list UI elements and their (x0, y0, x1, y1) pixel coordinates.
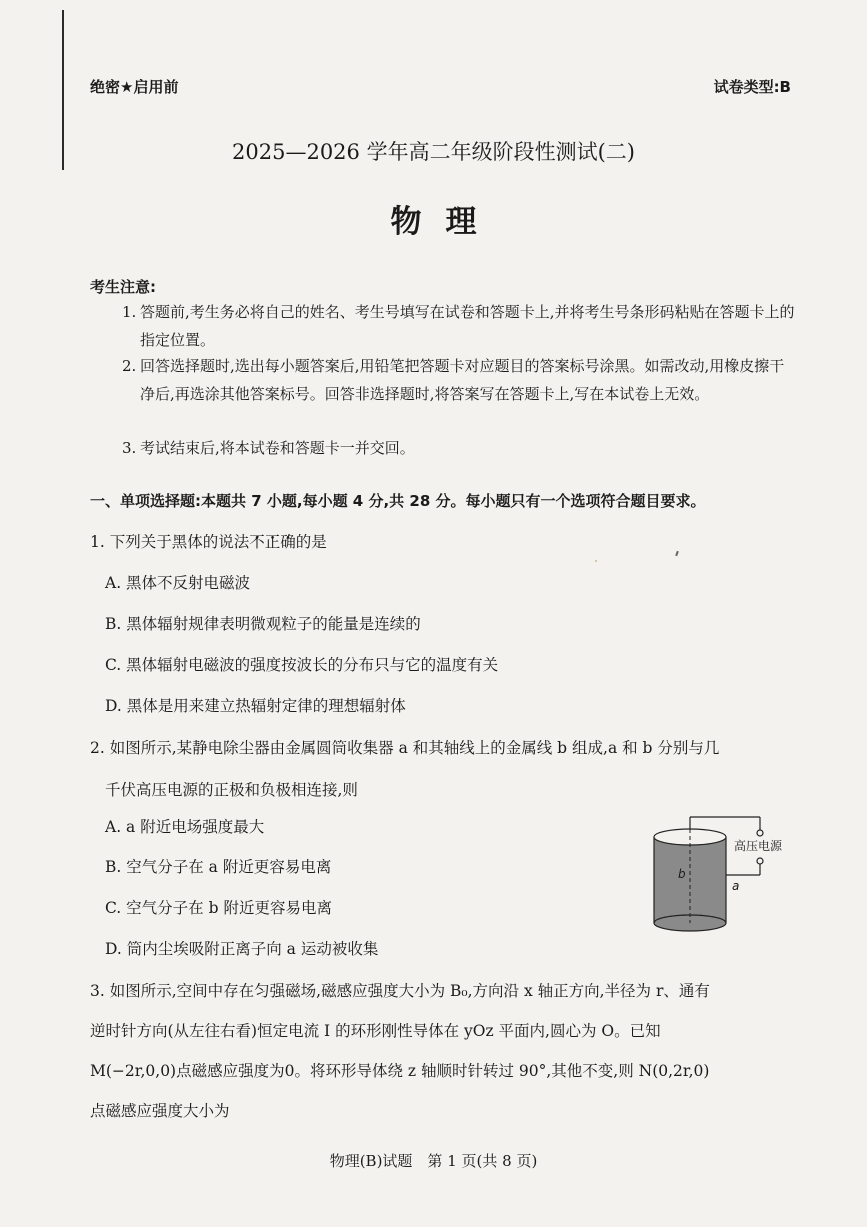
question-1-stem-post: 的是 (295, 533, 327, 551)
question-1-stem (90, 521, 790, 563)
question-1-stem-pre: 1. 下列关于黑体的说法 (90, 533, 250, 551)
notice-item-text: 考试结束后,将本试卷和答题卡一并交回。 (140, 439, 415, 457)
question-1-option-a: A. 黑体不反射电磁波 (105, 574, 251, 592)
question-3-line-3: M(−2r,0,0)点磁感应强度为0。将环形导体绕 z 轴顺时针转过 90°,其他不变,则 N(0,2r,0) (90, 1062, 710, 1080)
power-supply-label: 高压电源 (734, 839, 783, 853)
notice-item (122, 298, 798, 354)
question-1-option-b: B. 黑体辐射规律表明微观粒子的能量是连续的 (105, 615, 421, 633)
question-1-option-c: C. 黑体辐射电磁波的强度按波长的分布只与它的温度有关 (105, 656, 499, 674)
electrostatic-precipitator-figure (640, 815, 800, 935)
precipitator-diagram (640, 815, 800, 935)
question-2-option-d: D. 筒内尘埃吸附正离子向 a 运动被收集 (105, 940, 379, 958)
question-2-option-a: A. a 附近电场强度最大 (105, 818, 265, 836)
notice-item-number: 2. (122, 357, 137, 375)
paper-type-label: 试卷类型:B (713, 78, 791, 96)
question-2-option-c: C. 空气分子在 b 附近更容易电离 (105, 899, 332, 917)
question-2-stem-line-2: 千伏高压电源的正极和负极相连接,则 (105, 781, 358, 799)
question-1-option-d: D. 黑体是用来建立热辐射定律的理想辐射体 (105, 697, 406, 715)
wire-b-label: b (678, 867, 686, 881)
page-footer: 物理(B)试题 第 1 页(共 8 页) (329, 1152, 538, 1170)
notice-item-number: 3. (122, 439, 137, 457)
question-2-option-b: B. 空气分子在 a 附近更容易电离 (105, 858, 332, 876)
notice-item-text: 回答选择题时,选出每小题答案后,用铅笔把答题卡对应题目的答案标号涂黑。如需改动,用橡皮擦干净后,再选涂其他答案标号。回答非选择题时,将答案写在答题卡上,写在本试卷上无效。 (140, 357, 785, 403)
emphasis-char: 正 • (265, 521, 281, 563)
question-3-line-4: 点磁感应强度大小为 (90, 1102, 230, 1120)
confidential-label: 绝密★启用前 (90, 78, 179, 96)
exam-title: 2025—2026 学年高二年级阶段性测试(二) (232, 140, 635, 164)
cylinder-a-label: a (732, 879, 740, 893)
notice-item-text: 答题前,考生务必将自己的姓名、考生号填写在试卷和答题卡上,并将考生号条形码粘贴在答题卡上的指定位置。 (140, 303, 795, 349)
question-2-stem-line-1: 2. 如图所示,某静电除尘器由金属圆筒收集器 a 和其轴线上的金属线 b 组成,a 和 b 分别与几 (90, 739, 720, 757)
emphasis-char: 确 • (280, 521, 296, 563)
question-3-line-1: 3. 如图所示,空间中存在匀强磁场,磁感应强度大小为 B₀,方向沿 x 轴正方向,半径为 r、通有 (90, 982, 710, 1000)
notice-heading: 考生注意: (90, 278, 156, 296)
scan-speck (595, 560, 597, 562)
notice-item (122, 352, 798, 408)
notice-item-number: 1. (122, 303, 137, 321)
section-heading: 一、单项选择题:本题共 7 小题,每小题 4 分,共 28 分。每小题只有一个选项符合题目要求。 (90, 492, 706, 510)
notice-item (122, 434, 798, 462)
emphasis-char: 不 • (249, 521, 265, 563)
question-3-line-2: 逆时针方向(从左往右看)恒定电流 I 的环形刚性导体在 yOz 平面内,圆心为 O。已知 (90, 1022, 661, 1040)
subject-title: 物理 (390, 204, 501, 240)
